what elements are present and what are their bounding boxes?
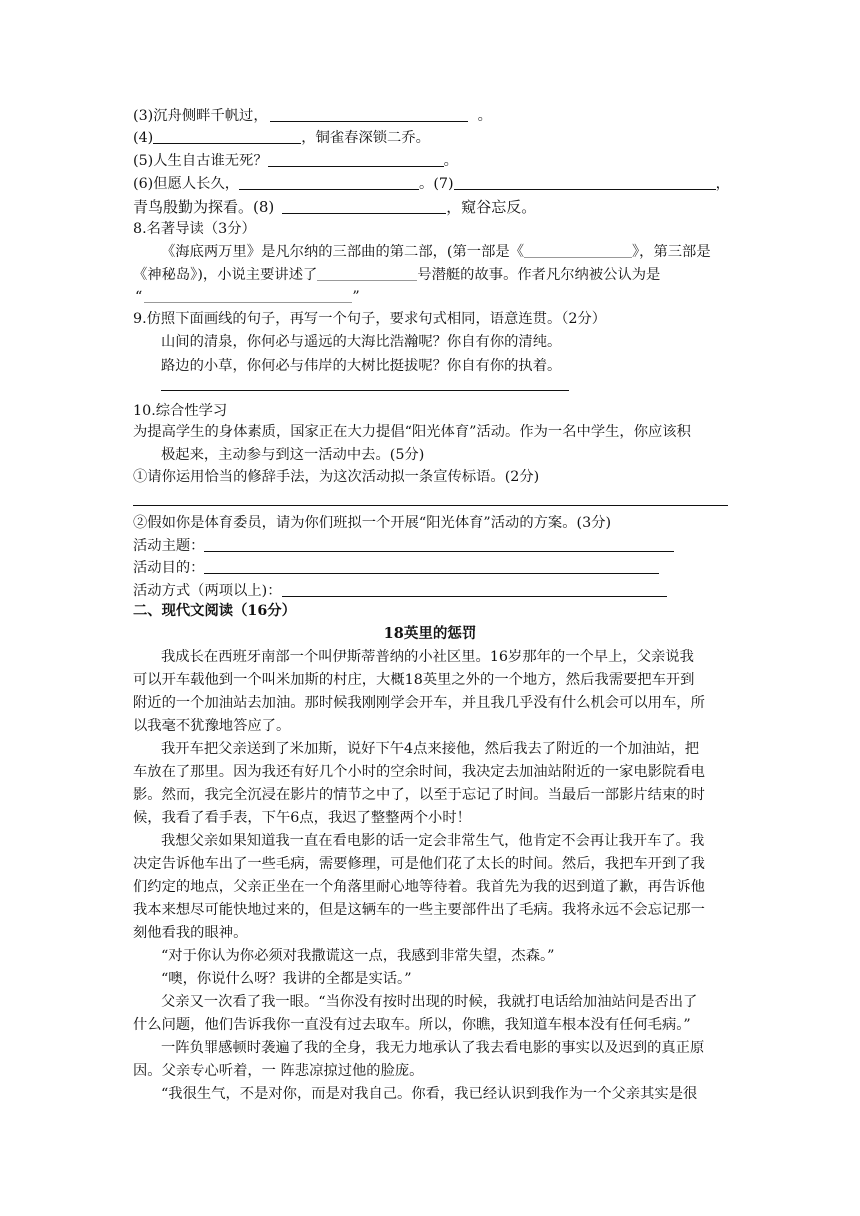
poem-text: (6)但愿人长久， [133,176,240,192]
q10-method-row [133,580,667,602]
poem-text: ，铜雀春深锁二乔。 [301,130,430,146]
q9-example-2: 路边的小草，你何必与伟岸的大树比挺拔呢？你自有你的执着。 [161,358,562,374]
story-p3-line-2: 决定告诉他车出了一些毛病，需要修理，可是他们花了太长的时间。然后，我把车开到了我 [133,856,705,872]
poem-line-6 [133,173,730,195]
q10-task-1: ①请你运用恰当的修辞手法，为这次活动拟一条宣传标语。(2分) [133,469,540,485]
answer-blank[interactable] [524,243,632,258]
answer-blank[interactable] [153,129,301,144]
q10-label: 活动主题： [133,538,205,554]
q8-line-2 [133,264,660,286]
story-p2-line-1: 我开车把父亲送到了米加斯，说好下午4点来接他，然后我去了附近的一个加油站，把 [161,741,700,757]
story-p2-line-3: 影。然而，我完全沉浸在影片的情节之中了，以至于忘记了时间。当最后一部影片结束的时 [133,787,705,803]
answer-blank[interactable] [239,175,419,190]
q8-text: 《神秘岛》)，小说主要讲述了 [133,267,318,283]
q10-intro-1: 为提高学生的身体素质，国家正在大力提倡“阳光体育”活动。作为一名中学生，你应该积 [133,424,691,440]
poem-line-5 [133,150,458,172]
answer-blank[interactable] [454,175,716,190]
answer-blank[interactable] [204,559,659,574]
q10-heading: 10.综合性学习 [133,403,228,419]
q8-heading: 8.名著导读（3分） [133,221,256,237]
answer-blank[interactable] [204,537,674,552]
q10-task-2: ②假如你是体育委员，请为你们班拟一个开展“阳光体育”活动的方案。(3分) [133,515,612,531]
poem-text: ，窥谷忘反。 [446,198,537,216]
story-p1-line-4: 以我毫不犹豫地答应了。 [133,718,291,734]
story-p3-line-3: 们约定的地点，父亲正坐在一个角落里耐心地等待着。我首先为我的迟到道了歉，再告诉他 [133,879,705,895]
q10-purpose-row [133,557,659,579]
story-p2-line-2: 车放在了那里。因为我还有好几个小时的空余时间，我决定去加油站附近的一家电影院看电 [133,764,705,780]
story-p2-line-4: 候，我看了看手表，下午6点，我迟了整整两个小时！ [133,810,471,826]
q9-heading: 9.仿照下面画线的句子，再写一个句子，要求句式相同，语意连贯。（2分） [133,311,607,327]
section-2-heading: 二、现代文阅读（16分） [133,603,296,619]
poem-text: 。 [477,108,492,124]
q10-label: 活动目的： [133,560,205,576]
answer-blank[interactable] [317,266,417,281]
q8-text: ” [352,289,360,305]
q8-text: “ [135,289,143,305]
story-p3-line-4: 我本来想尽可能快地过来的，但是这辆车的一些主要部件出了毛病。我将永远不会忘记那一 [133,902,705,918]
q8-line-3 [135,286,360,308]
q10-label: 活动方式（两项以上)： [133,583,282,599]
q8-text: 》，第三部是 [632,244,711,260]
answer-blank[interactable] [270,107,468,122]
story-p1-line-3: 附近的一个加油站去加油。那时候我刚刚学会开车，并且我几乎没有什么机会可以用车，所 [133,695,705,711]
q10-intro-2: 极起来，主动参与到这一活动中去。(5分) [161,447,425,463]
poem-text: (5)人生自古谁无死？ [133,153,268,169]
answer-blank[interactable] [268,152,444,167]
answer-blank[interactable] [144,288,352,303]
story-p7-line-1: 一阵负罪感顿时袭遍了我的全身，我无力地承认了我去看电影的事实以及迟到的真正原 [161,1040,705,1056]
poem-text: ， [715,176,730,192]
story-p6-line-1: 父亲又一次看了我一眼。“当你没有按时出现的时候，我就打电话给加油站问是否出了 [161,994,698,1010]
answer-blank[interactable] [282,582,667,597]
story-p6-line-2: 什么问题，他们告诉我你一直没有过去取车。所以，你瞧，我知道车根本没有任何毛病。” [133,1017,691,1033]
poem-line-7 [133,196,536,218]
story-p8: “我很生气，不是对你，而是对我自己。你看，我已经认识到我作为一个父亲其实是很 [161,1086,698,1102]
poem-line-3 [133,105,492,127]
poem-text: (3)沉舟侧畔千帆过， [133,108,268,124]
story-p1-line-2: 可以开车载他到一个叫米加斯的村庄，大概18英里之外的一个地方，然后我需要把车开到 [133,672,695,688]
story-p7-line-2: 因。父亲专心听着，一 阵悲凉掠过他的脸庞。 [133,1063,424,1079]
story-p3-line-5: 刻他看我的眼神。 [133,925,248,941]
poem-text: 。 [443,153,458,169]
poem-text: 青鸟殷勤为探看。(8) [133,198,275,216]
poem-line-4 [133,127,430,149]
story-title: 18英里的惩罚 [383,625,477,642]
q8-line-1 [161,241,711,263]
q9-example-1: 山间的清泉，你何必与遥远的大海比浩瀚呢？你自有你的清纯。 [161,334,562,350]
q9-answer-line[interactable] [161,390,569,391]
q10-slogan-line[interactable] [133,505,728,506]
q8-text: 号潜艇的故事。作者凡尔纳被公认为是 [417,267,661,283]
answer-blank[interactable] [282,199,446,214]
poem-text: 。(7) [419,176,454,192]
story-p4: “对于你认为你必须对我撒谎这一点，我感到非常失望，杰森。” [161,948,555,964]
q10-theme-row [133,535,674,557]
story-p1-line-1: 我成长在西班牙南部一个叫伊斯蒂普纳的小社区里。16岁那年的一个早上，父亲说我 [161,649,694,665]
story-p3-line-1: 我想父亲如果知道我一直在看电影的话一定会非常生气，他肯定不会再让我开车了。我 [161,833,705,849]
story-p5: “噢，你说什么呀？我讲的全都是实话。” [161,971,412,987]
q8-text: 《海底两万里》是凡尔纳的三部曲的第二部，(第一部是《 [161,244,524,260]
poem-text: (4) [133,130,154,146]
